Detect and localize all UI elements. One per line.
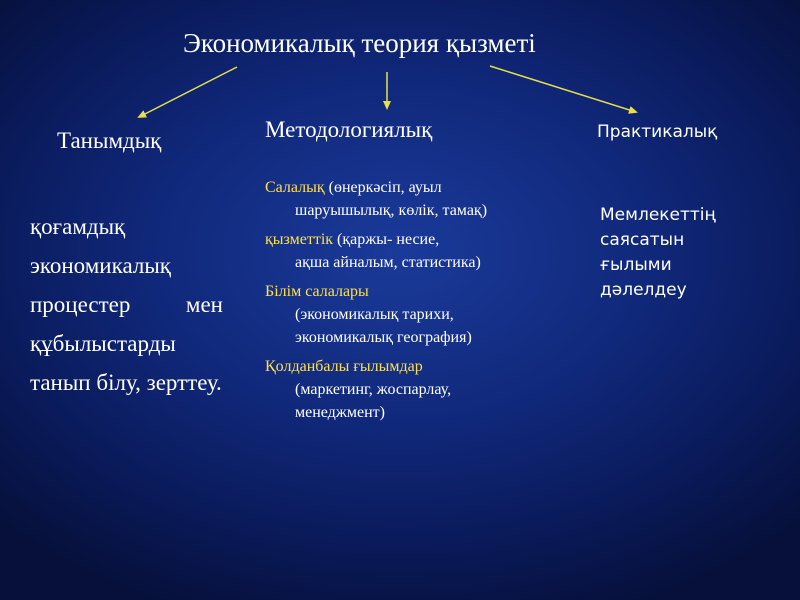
list-item bbox=[265, 280, 520, 349]
list-item bbox=[265, 228, 520, 274]
list-item-head: Салалық bbox=[265, 179, 325, 196]
heading-cognitive: Танымдық bbox=[57, 128, 162, 153]
list-item-head: қызметтік bbox=[265, 231, 334, 248]
list-item-detail: шаруышылық, көлік, тамақ) bbox=[295, 202, 488, 219]
list-item-detail: ақша айналым, статистика) bbox=[295, 254, 481, 271]
arrow-left bbox=[139, 67, 237, 117]
cognitive-description: қоғамдық экономикалық процестер мен құбылыстарды танып білу, зерттеу. bbox=[30, 214, 223, 395]
list-item-detail: (маркетинг, жоспарлау, менеджмент) bbox=[295, 381, 452, 421]
diagram-title: Экономикалық теория қызметі bbox=[183, 28, 536, 58]
list-item-head: Қолданбалы ғылымдар bbox=[265, 358, 423, 375]
practical-description: Мемлекеттің саясатын ғылыми дәлелдеу bbox=[600, 205, 716, 300]
list-item bbox=[265, 176, 520, 222]
list-item-head: Білім салалары bbox=[265, 283, 369, 300]
list-item bbox=[265, 355, 520, 424]
heading-methodological: Методологиялық bbox=[265, 117, 433, 142]
methodological-list bbox=[265, 176, 520, 430]
arrow-right bbox=[490, 66, 636, 112]
list-item-detail: (экономикалық тарихи, экономикалық география) bbox=[295, 306, 472, 346]
list-item-rest: (өнеркәсіп, ауыл bbox=[324, 179, 442, 196]
heading-practical: Практикалық bbox=[597, 122, 718, 142]
list-item-rest: (қаржы- несие, bbox=[333, 231, 440, 248]
